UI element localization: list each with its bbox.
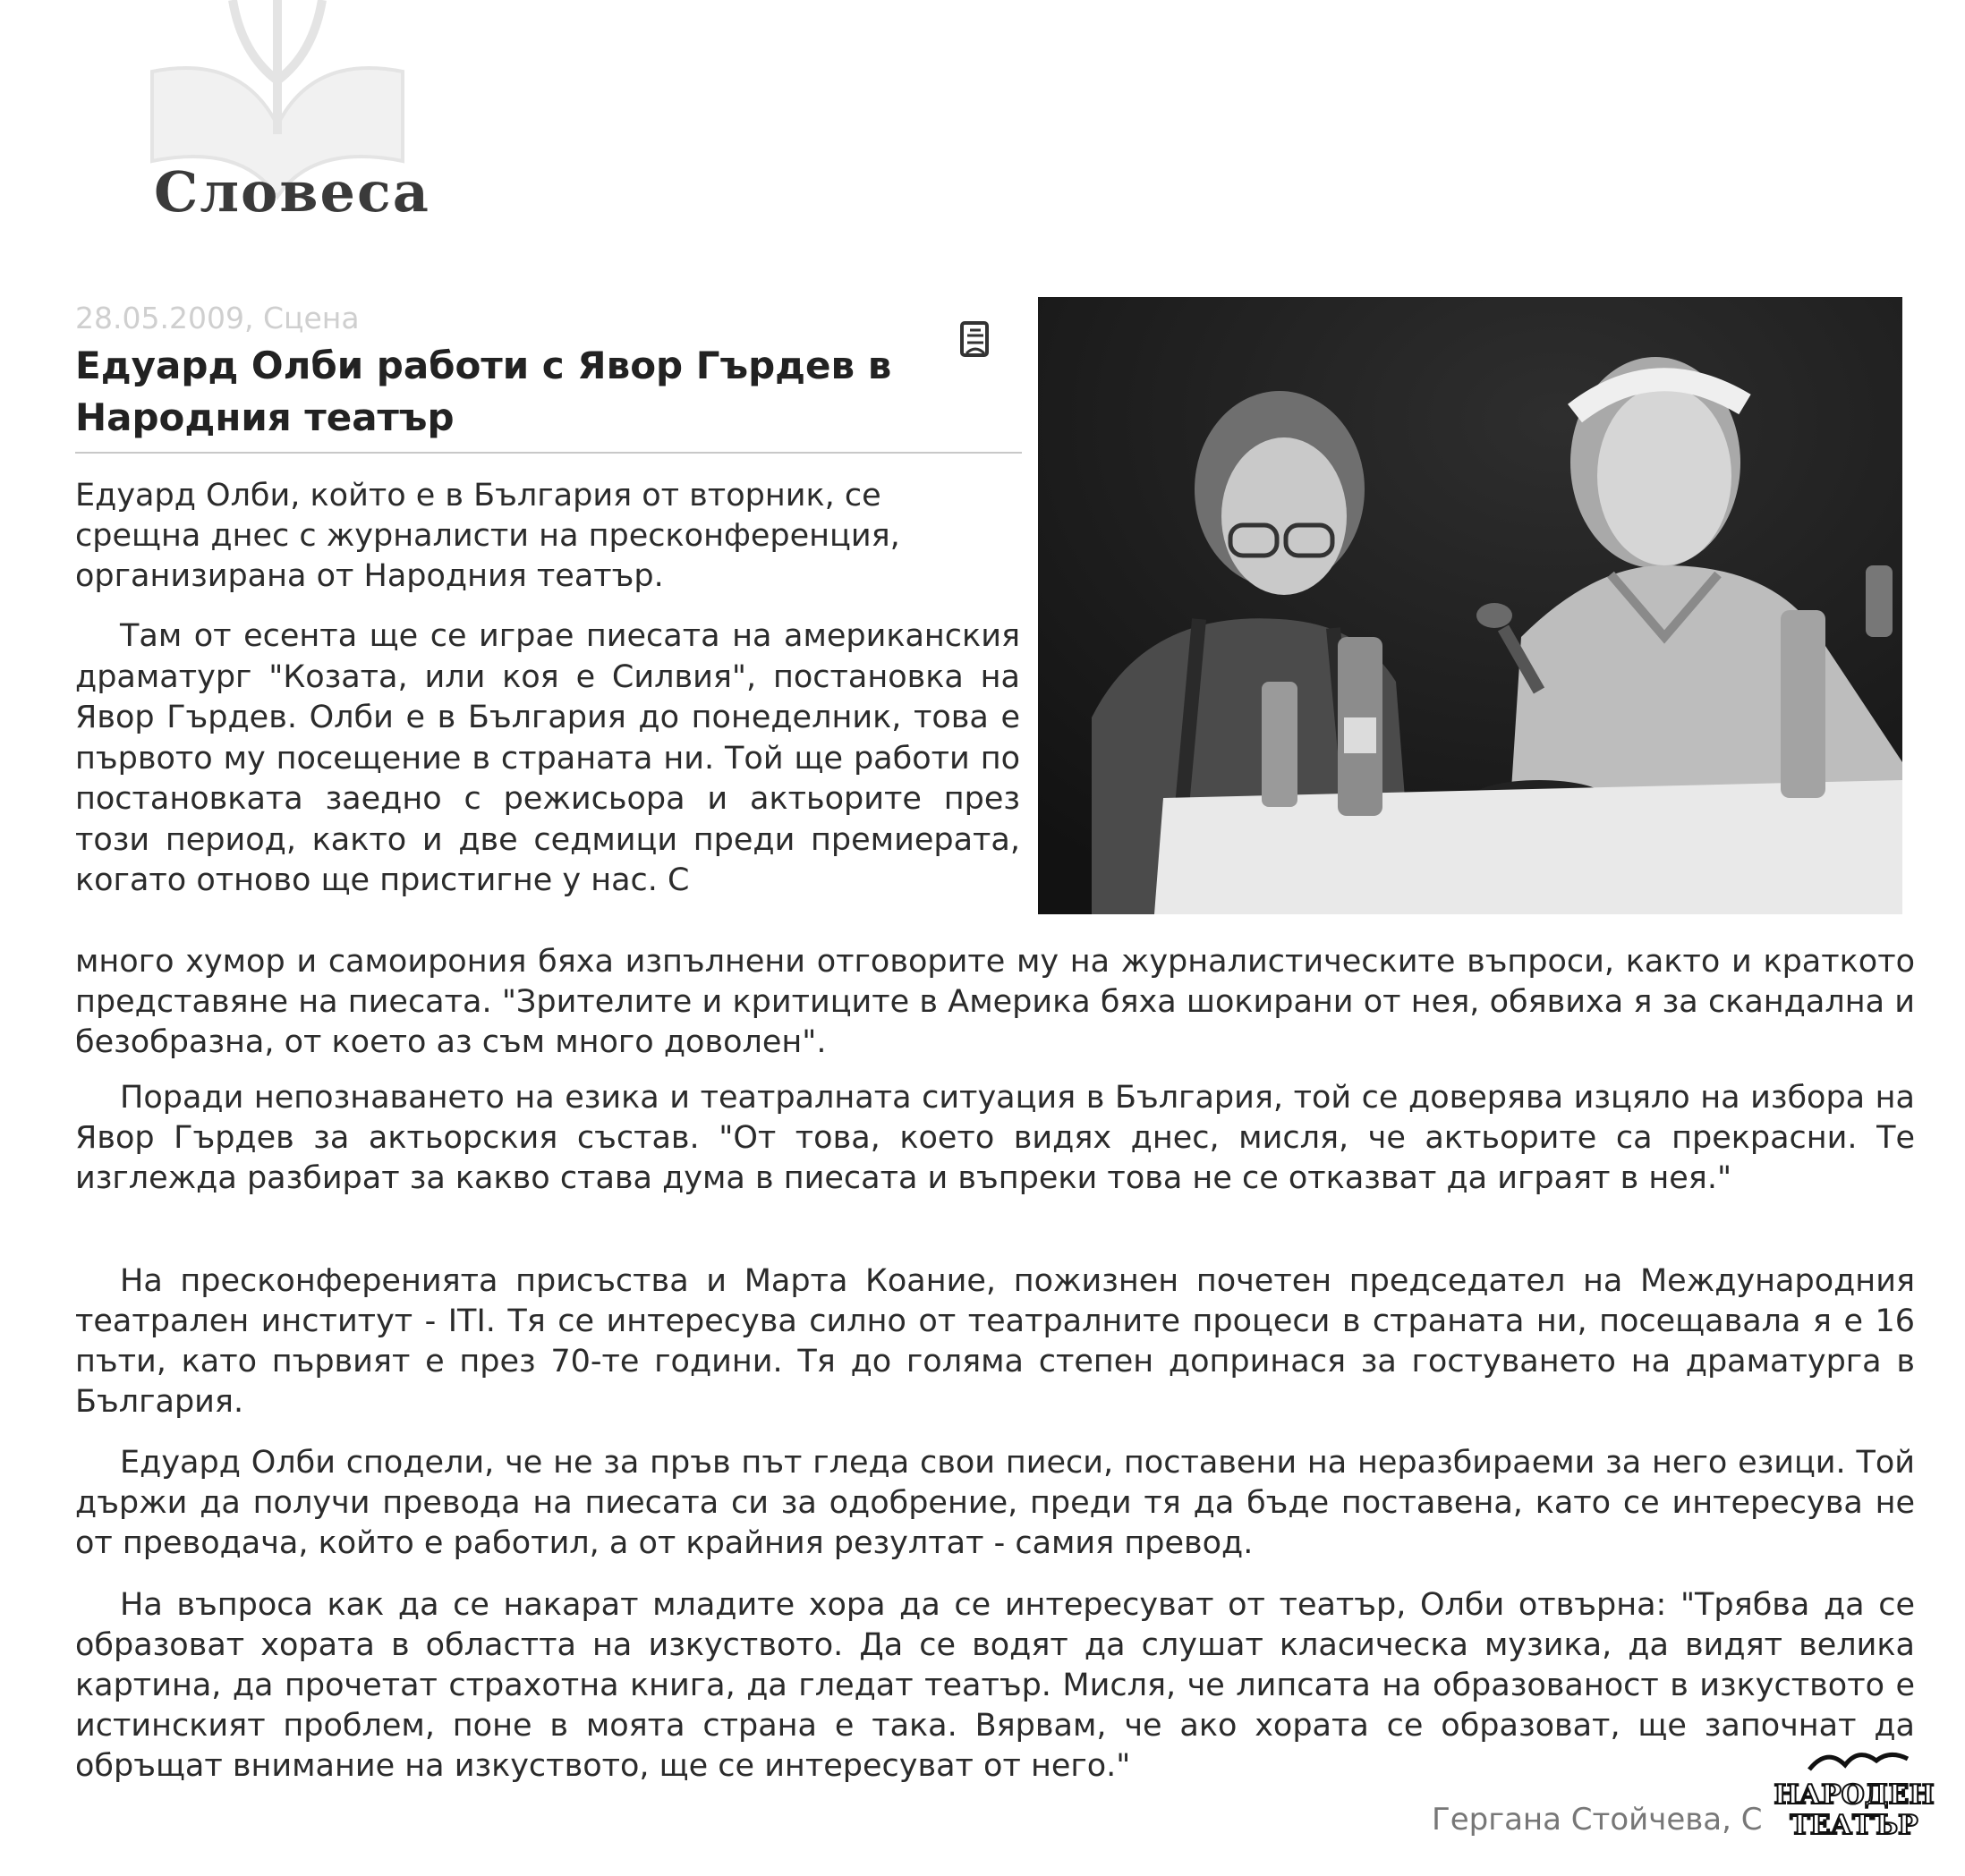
article-meta: 28.05.2009, Сцена — [75, 301, 360, 335]
article-paragraph-3: На пресконференията присъства и Марта Коание, пожизнен почетен председател на Международния театрален институт - ITI. Тя се интересува силно от театралните процеси в страната ни, посещавала я е 16 пъти, като първият е през 70-те години. Тя до голяма степен допринася за гостуването на драматурга в България. — [75, 1263, 1915, 1420]
theatre-stamp — [1774, 1743, 1935, 1845]
article-photo — [1038, 297, 1902, 914]
article-paragraph-2: Поради непознаването на езика и театралната ситуация в България, той се доверява изцяло на избора на Явор Гърдев за актьорския състав. "От това, което видях днес, мисля, че актьорите са прекрасни. Те изглежда разбират за какво става дума в пиесата и въпреки това не се отказват да играят в нея." — [75, 1080, 1915, 1196]
article-intro: Едуард Олби, който е в България от вторник, се срещна днес с журналисти на пресконференция, организирана от Народния театър. — [75, 478, 900, 594]
article-date: 28.05.2009 — [75, 301, 244, 335]
article-paragraph-4: Едуард Олби сподели, че не за пръв път гледа свои пиеси, поставени на неразбираеми за него езици. Той държи да получи превода на пиесата си за одобрение, преди тя да бъде поставена, като се интересува не от преводача, който е работил, а от крайния резултат - самия превод. — [75, 1445, 1915, 1561]
logo-wordmark: Словеса — [154, 159, 430, 225]
stamp-line-2: ТЕАТЪР — [1790, 1810, 1918, 1841]
article-author: Гергана Стойчева, С — [1432, 1802, 1763, 1838]
stamp-line-1: НАРОДЕН — [1774, 1779, 1935, 1811]
print-icon[interactable] — [959, 318, 991, 364]
title-divider — [75, 452, 1022, 454]
site-logo — [134, 0, 430, 234]
article-paragraph-1-wrapped: Там от есента ще се играе пиесата на американския драматург "Козата, или коя е Силвия", постановка на Явор Гърдев. Олби е в България до понеделник, това е първото му посещение в страната ни. Той ще работи по постановката заедно с режисьора и актьорите през този период, както и две седмици преди премиерата, когато отново ще пристигне у нас. С — [75, 618, 1020, 898]
article-paragraph-5: На въпроса как да се накарат младите хора да се интересуват от театър, Олби отвърна: "Трябва да се образоват хората в областта на изкуството. Да се водят да слушат класическа музика, да видят велика картина, да прочетат страхотна книга, да гледат театър. Мисля, че липсата на образованост в изкуството е истинският проблем, поне в моята страна е така. Вярвам, че ако хората се образоват, ще започнат да обръщат внимание на изкуството, ще се интересуват от него." — [75, 1587, 1915, 1784]
article-paragraph-1-continued: много хумор и самоирония бяха изпълнени отговорите му на журналистическите въпроси, както и краткото представяне на пиесата. "Зрителите и критиците в Америка бяха шокирани от нея, обявиха я за скандална и безобразна, от което аз съм много доволен". — [75, 944, 1915, 1060]
article-title: Едуард Олби работи с Явор Гърдев в Народния театър — [75, 344, 892, 439]
article-section-link[interactable]: Сцена — [262, 301, 360, 335]
